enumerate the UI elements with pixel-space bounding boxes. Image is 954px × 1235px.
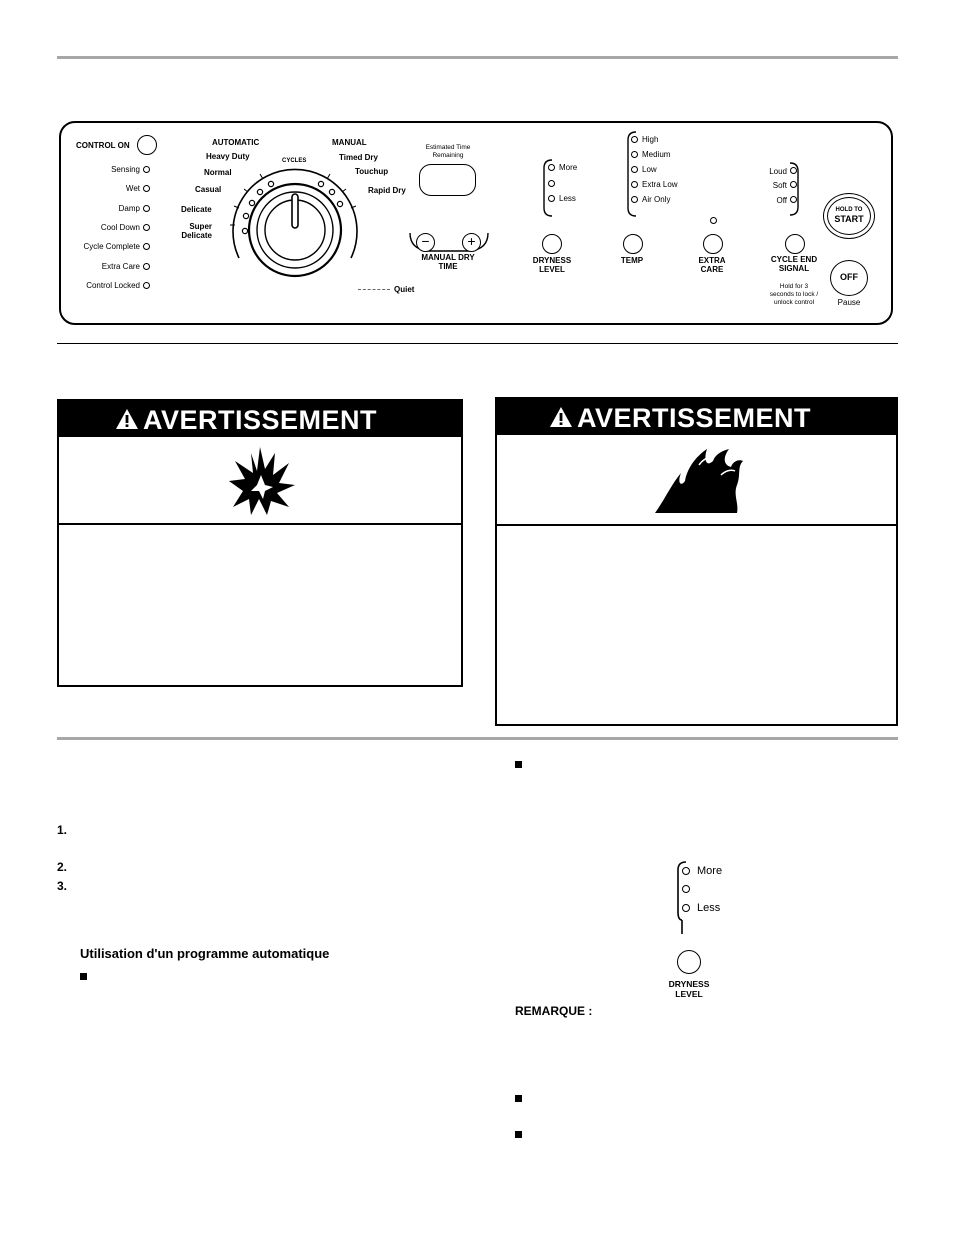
temp-led: [631, 136, 638, 143]
signal-led: [790, 167, 797, 174]
cycle-timed-dry: Timed Dry: [339, 153, 378, 162]
dryness-led: [548, 164, 555, 171]
automatic-heading: AUTOMATIC: [212, 138, 260, 147]
plus-icon: +: [467, 233, 476, 249]
dryness-level-button[interactable]: [542, 234, 562, 254]
signal-off: Off: [776, 196, 787, 205]
section-divider: [57, 737, 898, 740]
temp-high: High: [642, 135, 659, 144]
extra-care-led: [710, 217, 717, 224]
step-number: 1.: [57, 823, 68, 837]
status-control-locked: Control Locked: [86, 281, 140, 290]
cycle-dial[interactable]: [225, 158, 365, 298]
status-led: [143, 205, 150, 212]
estimated-time-label: Estimated Time Remaining: [425, 144, 471, 159]
status-led: [143, 282, 150, 289]
status-led: [143, 243, 150, 250]
temp-led: [631, 181, 638, 188]
status-wet: Wet: [125, 184, 140, 193]
cycle-rapid-dry: Rapid Dry: [368, 186, 406, 195]
bullet: [515, 1131, 522, 1138]
status-led: [143, 263, 150, 270]
start-label: START: [834, 214, 864, 224]
signal-led: [790, 196, 797, 203]
control-on-button[interactable]: [137, 135, 157, 155]
temp-led: [631, 196, 638, 203]
dryness-detail-led: [682, 867, 690, 875]
dryness-detail-more: More: [697, 865, 723, 877]
status-sensing: Sensing: [111, 165, 140, 174]
warning-triangle-icon: [115, 408, 139, 430]
warning-header: [497, 399, 896, 435]
warning-title: AVERTISSEMENT: [577, 403, 812, 433]
extra-care-label: EXTRA CARE: [698, 256, 726, 274]
dryness-more: More: [559, 163, 578, 172]
cycle-heavy-duty: Heavy Duty: [206, 152, 250, 161]
status-damp: Damp: [118, 204, 140, 213]
status-cool-down: Cool Down: [100, 223, 140, 232]
status-cycle-complete: Cycle Complete: [83, 242, 140, 251]
signal-soft: Soft: [772, 181, 787, 190]
remarque-label: REMARQUE :: [515, 1004, 593, 1018]
hold-to-label: HOLD TO: [835, 207, 863, 213]
control-on-label: CONTROL ON: [76, 141, 130, 150]
cycle-delicate: Delicate: [181, 205, 212, 214]
extra-care-button[interactable]: [703, 234, 723, 254]
time-display: [419, 164, 476, 196]
off-label: OFF: [840, 272, 858, 282]
cycle-touchup: Touchup: [355, 167, 389, 176]
pause-label: Pause: [837, 298, 861, 307]
cycles-label: CYCLES: [282, 158, 307, 164]
temp-medium: Medium: [642, 150, 671, 159]
dryness-detail-led: [682, 885, 690, 893]
manual-heading: MANUAL: [332, 138, 367, 147]
time-minus-button[interactable]: [416, 233, 435, 252]
manual-dry-time-label: MANUAL DRY TIME: [421, 253, 475, 271]
temp-air-only: Air Only: [642, 195, 671, 204]
minus-icon: −: [421, 233, 430, 249]
dryness-detail-less: Less: [697, 902, 721, 914]
bullet: [515, 761, 522, 768]
cycle-end-signal-label: CYCLE END SIGNAL: [770, 255, 818, 273]
status-led: [143, 185, 150, 192]
off-button[interactable]: [830, 260, 868, 296]
dryness-level-label: DRYNESS LEVEL: [532, 256, 572, 274]
cycle-end-signal-button[interactable]: [785, 234, 805, 254]
temp-button[interactable]: [623, 234, 643, 254]
dryness-detail-label: DRYNESS LEVEL: [668, 979, 710, 999]
top-divider: [57, 56, 898, 59]
quiet-label: Quiet: [394, 285, 415, 294]
signal-led: [790, 181, 797, 188]
temp-led: [631, 151, 638, 158]
bullet: [80, 973, 87, 980]
warning-box-fire: [495, 397, 898, 726]
signal-loud: Loud: [769, 167, 787, 176]
cycle-normal: Normal: [204, 168, 232, 177]
temp-low: Low: [642, 165, 657, 174]
warning-divider: [497, 524, 896, 526]
warning-box-explosion: [57, 399, 463, 687]
dryness-less: Less: [559, 194, 576, 203]
step-number: 3.: [57, 879, 68, 893]
dryness-led: [548, 195, 555, 202]
bullet: [515, 1095, 522, 1102]
temp-led: [631, 166, 638, 173]
panel-divider: [57, 343, 898, 344]
cycle-casual: Casual: [195, 185, 222, 194]
step-number: 2.: [57, 860, 68, 874]
status-extra-care: Extra Care: [101, 262, 140, 271]
lock-hint: Hold for 3 seconds to lock / unlock control: [769, 283, 819, 306]
fire-icon: [651, 445, 747, 515]
dryness-detail-led: [682, 904, 690, 912]
warning-header: [59, 401, 461, 437]
section-subheading: Utilisation d'un programme automatique: [80, 946, 330, 961]
warning-triangle-icon: [549, 406, 573, 428]
warning-divider: [59, 523, 461, 525]
temp-label: TEMP: [620, 256, 644, 265]
status-led: [143, 166, 150, 173]
temp-extra-low: Extra Low: [642, 180, 678, 189]
status-led: [143, 224, 150, 231]
temp-bracket: [624, 130, 638, 218]
warning-title: AVERTISSEMENT: [143, 405, 378, 435]
explosion-icon: [227, 445, 297, 517]
quiet-dash: [358, 289, 390, 290]
dryness-led: [548, 180, 555, 187]
dryness-detail-button[interactable]: [677, 950, 701, 974]
time-plus-button[interactable]: [462, 233, 481, 252]
cycle-super-delicate: Super Delicate: [181, 222, 212, 240]
